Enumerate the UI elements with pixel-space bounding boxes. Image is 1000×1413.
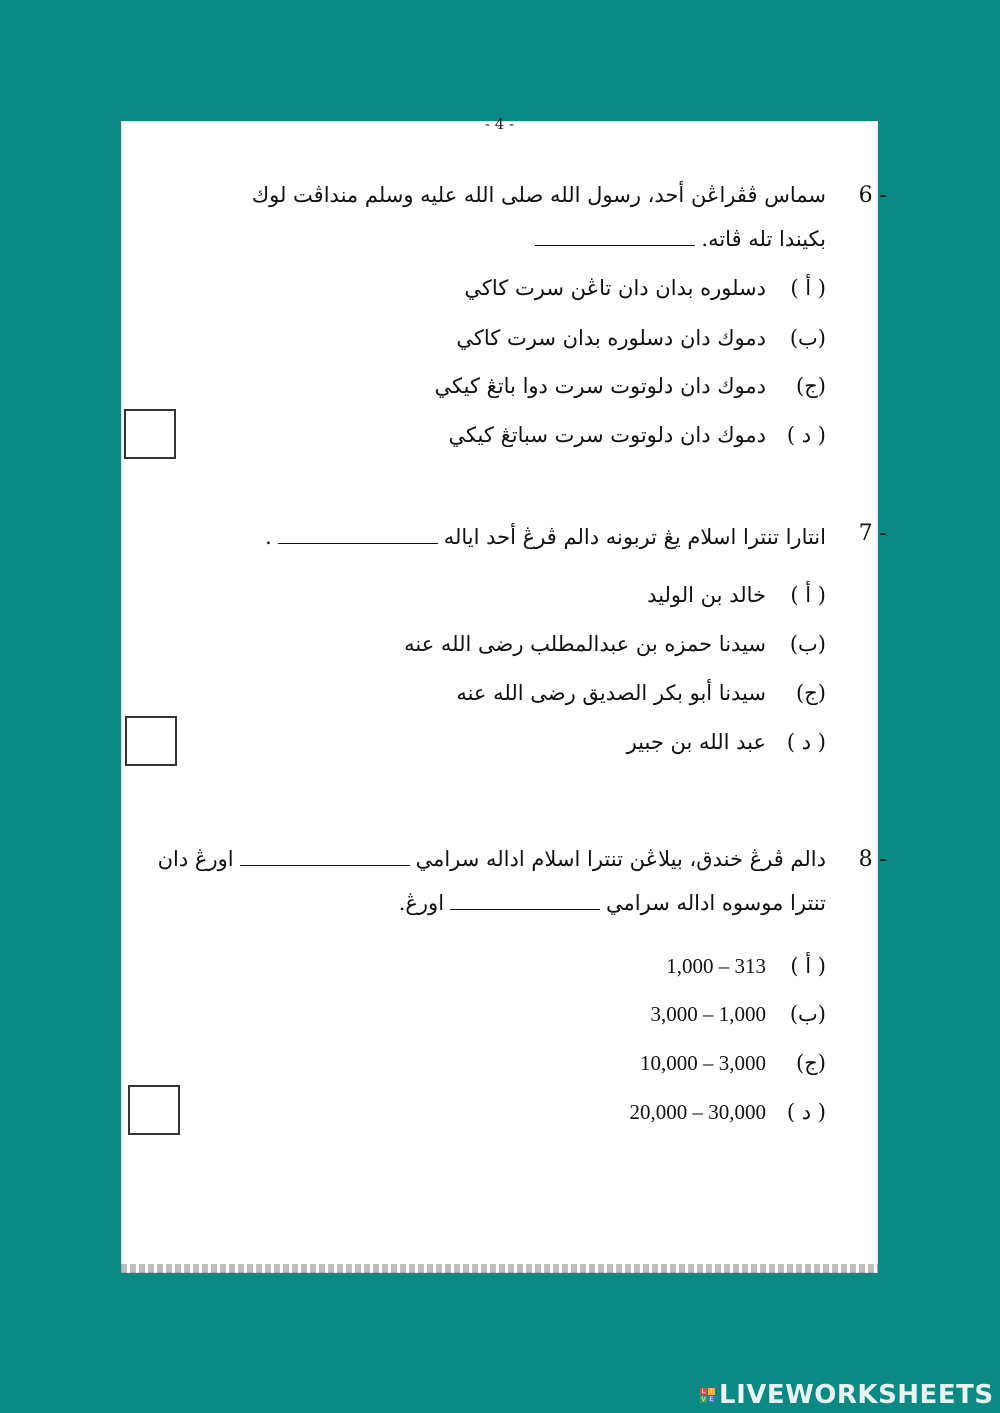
question-8-option-d [630, 1097, 827, 1127]
option-text: سيدنا حمزه بن عبدالمطلب رضى الله عنه [404, 632, 766, 656]
question-6-number: 6 - [858, 183, 887, 208]
logo-mark-e: E [709, 1395, 714, 1403]
question-6-stem [136, 173, 826, 261]
option-letter: (ج) [796, 681, 826, 705]
logo-text: LIVEWORKSHEETS [719, 1380, 994, 1410]
liveworksheets-logo [700, 1379, 994, 1411]
question-7-answer-box[interactable] [125, 716, 177, 766]
question-8-stem-line1-end: اورڠ دان [157, 847, 234, 871]
question-7-stem-line1: انتارا تنترا اسلام يڠ تربونه دالم ڤرڠ أحد اياله [443, 525, 826, 549]
question-6-option-b [456, 323, 826, 353]
option-text: 20,000 – 30,000 [629, 1100, 766, 1124]
question-7-option-c [456, 678, 826, 708]
question-7-option-b [404, 629, 826, 659]
option-letter: ( د ) [786, 423, 826, 447]
logo-mark-l: L [701, 1387, 706, 1395]
question-7-stem-end: . [265, 525, 272, 549]
question-6-answer-box[interactable] [124, 409, 176, 459]
option-letter: (ب) [789, 1002, 826, 1026]
option-text: 10,000 – 3,000 [640, 1051, 766, 1075]
question-8-option-c [640, 1048, 826, 1078]
option-letter: ( د ) [786, 1100, 826, 1124]
logo-mark-icon [700, 1388, 715, 1403]
option-text: سيدنا أبو بکر الصديق رضى الله عنه [456, 681, 766, 705]
logo-mark-i: I [708, 1388, 715, 1395]
option-letter: ( أ ) [790, 583, 826, 607]
option-text: دسلوره بدان دان تاڠن سرت کاکي [464, 276, 766, 300]
question-8-option-b [651, 999, 827, 1029]
question-8-stem-line2-end: اورڠ. [398, 891, 445, 915]
question-6-option-a [464, 273, 826, 303]
question-8-option-a [666, 951, 826, 981]
question-6-blank [535, 233, 695, 246]
option-letter: ( أ ) [790, 276, 826, 300]
option-text: 1,000 – 313 [666, 954, 766, 978]
option-text: دموك دان دلوتوت سرت سباتڠ کيکي [448, 423, 766, 447]
question-6-option-d [448, 420, 826, 450]
option-letter: (ب) [789, 632, 826, 656]
option-text: دموك دان دلوتوت سرت دوا باتڠ کيکي [434, 374, 766, 398]
question-8-stem-line2: تنترا موسوه اداله سرامي [606, 891, 826, 915]
option-text: عبد الله بن جبير [626, 730, 766, 754]
option-text: دموك دان دسلوره بدان سرت کاکي [456, 326, 766, 350]
question-6-option-c [435, 371, 826, 401]
question-8-number: 8 - [858, 847, 887, 872]
question-8-blank-2 [450, 897, 600, 910]
question-7-stem [136, 515, 826, 559]
question-6-stem-line2: بکيندا تله ڤاته. [701, 227, 826, 251]
question-7-option-a [647, 580, 826, 610]
question-6-stem-line1: سماس ڤڤراڠن أحد، رسول الله صلى الله عليه وسلم منداڤت لوك [251, 183, 826, 207]
question-7-number: 7 - [858, 521, 887, 546]
option-letter: ( أ ) [790, 954, 826, 978]
worksheet-page [121, 115, 887, 1273]
question-8-stem [136, 837, 826, 925]
scan-footer-strip [121, 1264, 878, 1273]
option-text: خالد بن الوليد [647, 583, 766, 607]
option-text: 3,000 – 1,000 [650, 1002, 766, 1026]
question-8-stem-line1: دالم ڤرڠ خندق، بيلاڠن تنترا اسلام اداله سرامي [415, 847, 826, 871]
question-7-option-d [627, 727, 826, 757]
question-7-blank [278, 531, 438, 544]
question-8-blank-1 [240, 853, 410, 866]
option-letter: (ب) [789, 326, 826, 350]
question-8-answer-box[interactable] [128, 1085, 180, 1135]
option-letter: (ج) [796, 1051, 826, 1075]
page-number: - 4 - [484, 115, 515, 133]
option-letter: ( د ) [786, 730, 826, 754]
logo-mark-v: V [701, 1395, 706, 1403]
option-letter: (ج) [796, 374, 826, 398]
